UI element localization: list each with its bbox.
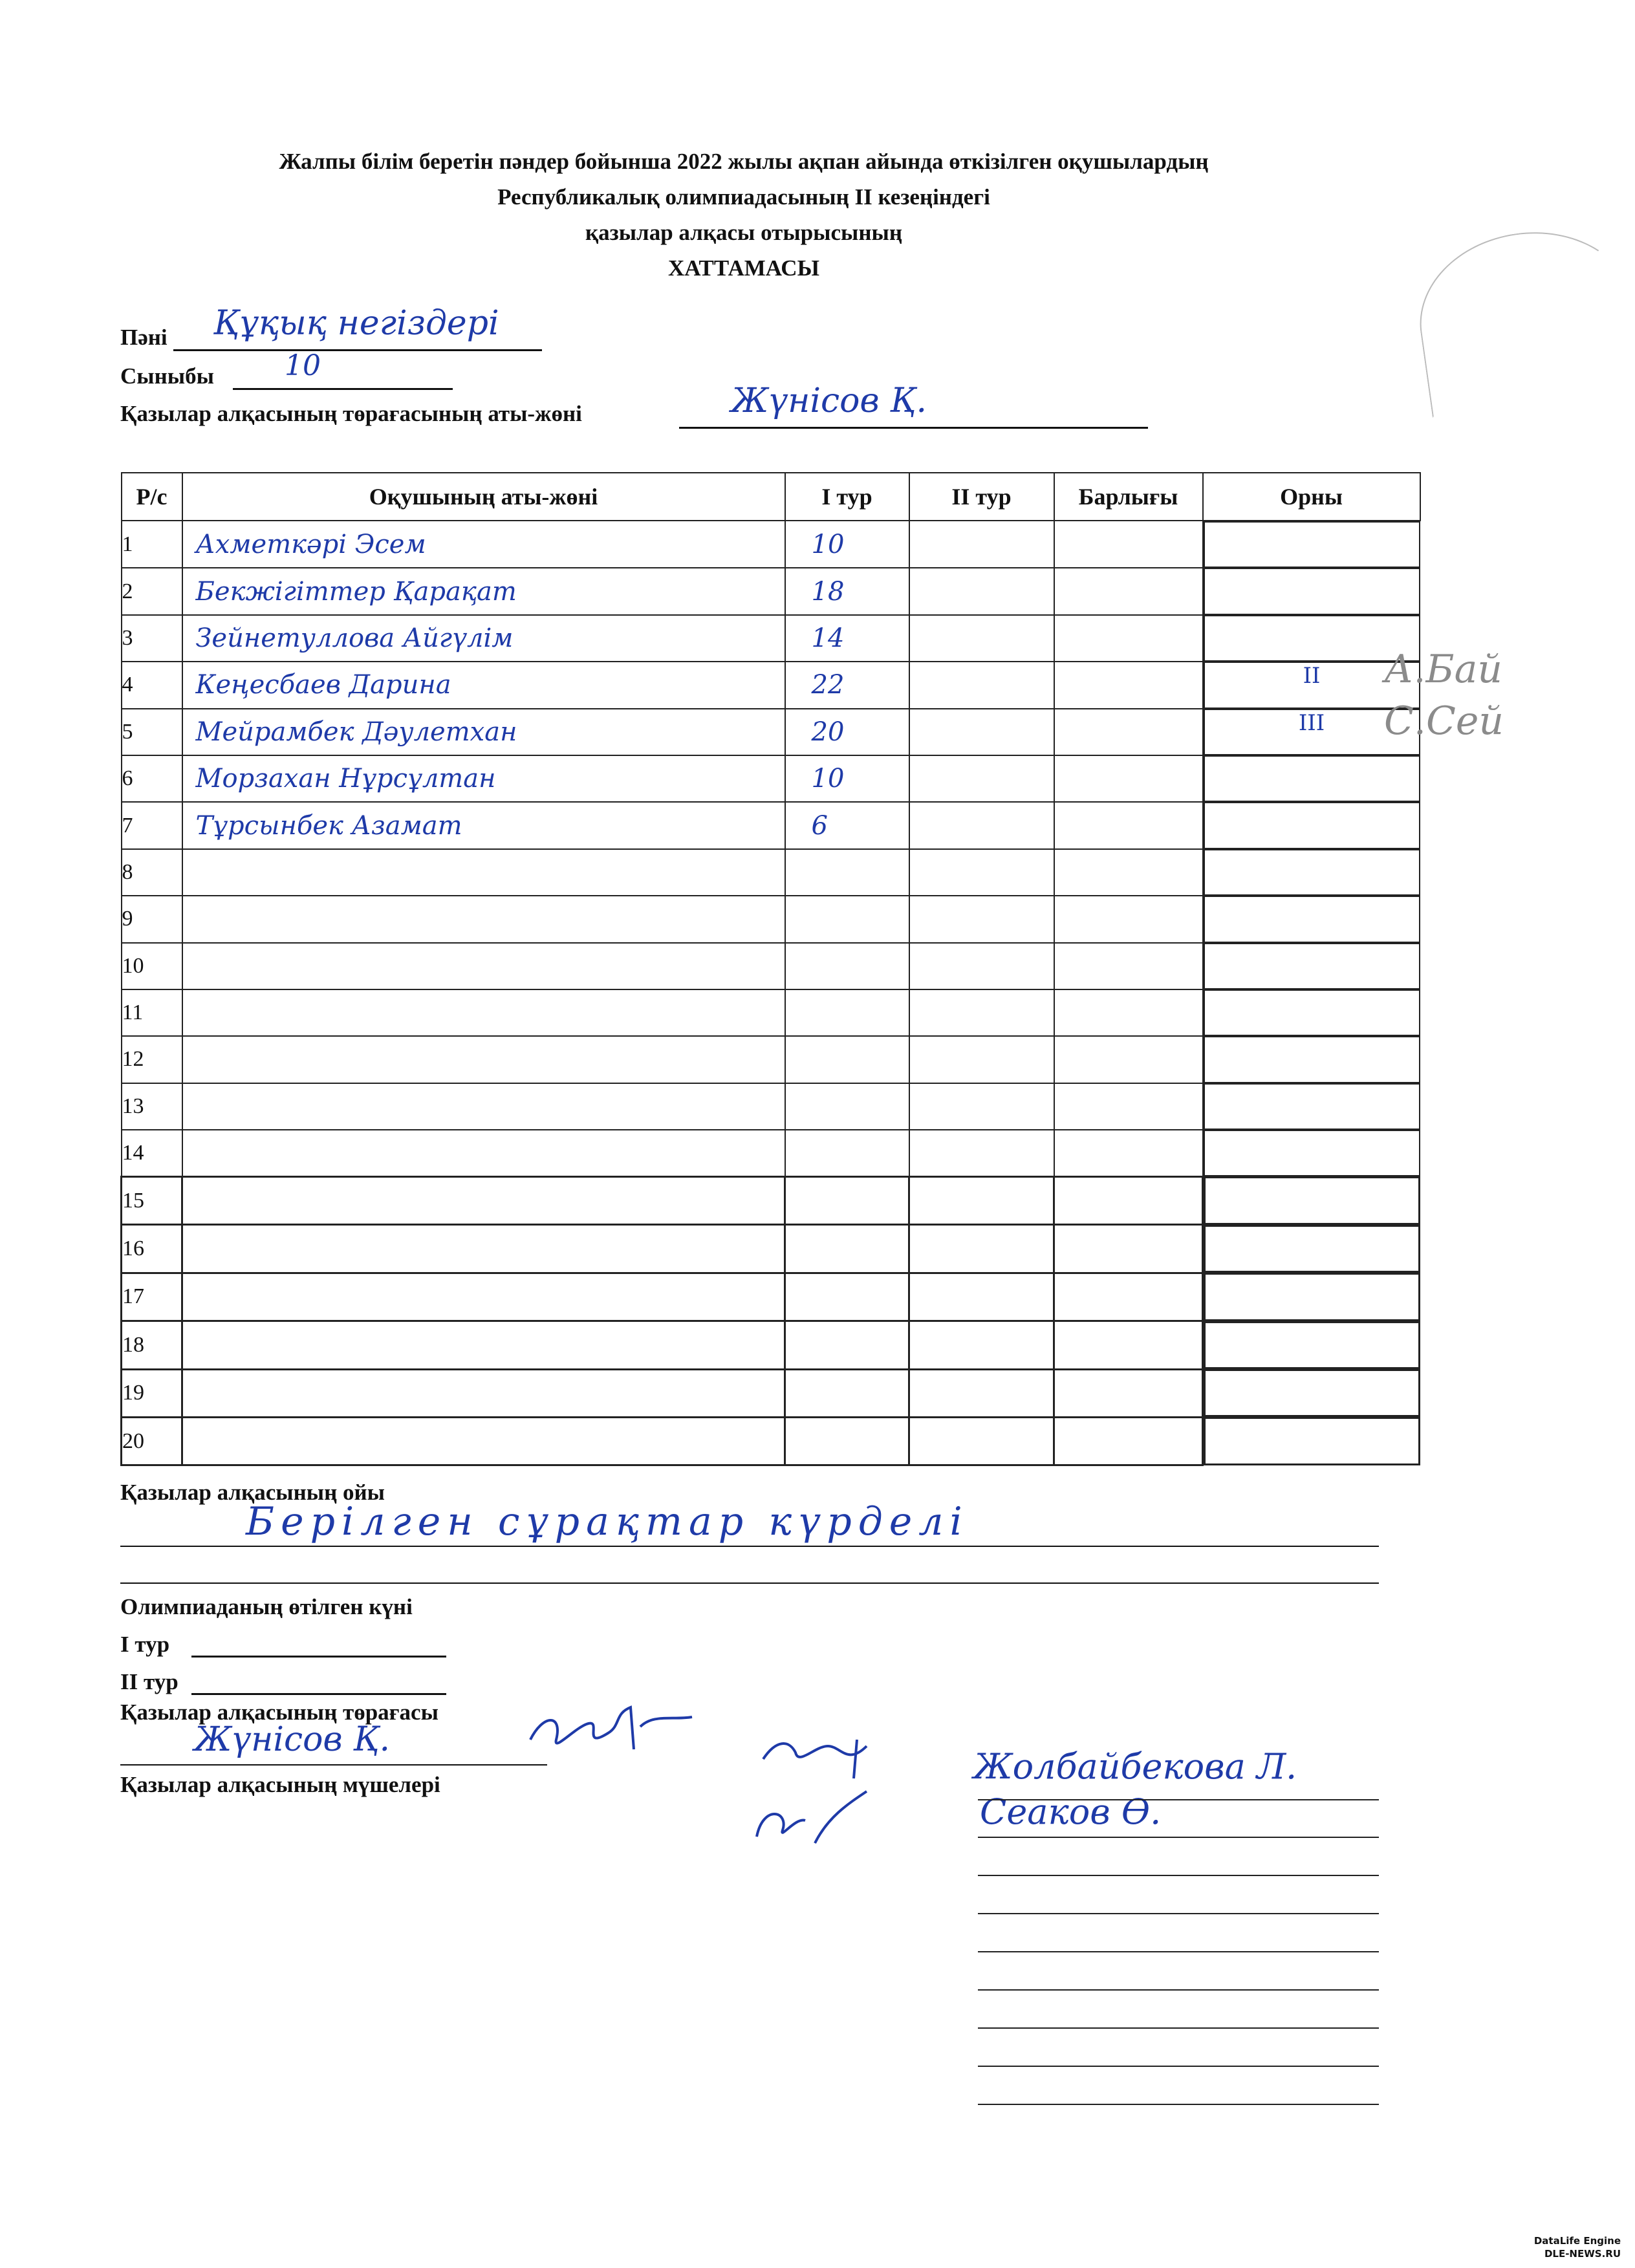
cell-total-score: [1054, 1417, 1203, 1465]
tour-1-score-text: 10: [811, 529, 845, 559]
cell-row-number: 13: [122, 1083, 182, 1130]
member-signature-icon: [744, 1714, 893, 1863]
cell-place: [1204, 1273, 1420, 1321]
dates-label: Олимпиаданың өтілген күні: [120, 1594, 413, 1619]
table-row: [122, 1321, 1420, 1369]
cell-student-name: [182, 1130, 785, 1176]
cell-total-score: [1054, 1369, 1203, 1417]
chair-label: Қазылар алқасының төрағасы: [120, 1700, 439, 1725]
member-2-name: Сеаков Ө.: [980, 1791, 1162, 1832]
footer-watermark: [1534, 2234, 1621, 2260]
cell-row-number: 10: [122, 943, 182, 989]
footer-line-2: DLE-NEWS.RU: [1544, 2248, 1621, 2260]
member-line-3: [978, 1875, 1379, 1876]
cell-tour-2-score: [909, 1036, 1054, 1083]
cell-row-number: 19: [122, 1369, 182, 1417]
member-line-5: [978, 1951, 1379, 1952]
cell-total-score: [1054, 943, 1203, 989]
cell-tour-1-score: [785, 989, 909, 1036]
opinion-label: Қазылар алқасының ойы: [120, 1480, 385, 1505]
student-name-text: Мейрамбек Дәулетхан: [195, 717, 517, 747]
cell-tour-2-score: [909, 1321, 1054, 1369]
cell-student-name: [182, 1273, 785, 1321]
cell-tour-2-score: [909, 1176, 1054, 1224]
table-row: [122, 709, 1420, 755]
cell-total-score: [1054, 521, 1203, 568]
table-row: [122, 896, 1420, 942]
doc-title-line-2: Республикалық олимпиадасының II кезеңіндегі: [497, 184, 990, 210]
table-row: [122, 1225, 1420, 1273]
cell-tour-2-score: [909, 1417, 1054, 1465]
col-header-number: Р/с: [122, 473, 182, 521]
place-text: III: [1298, 709, 1325, 736]
cell-tour-2-score: [909, 521, 1054, 568]
member-line-4: [978, 1913, 1379, 1914]
cell-tour-1-score: [785, 1273, 909, 1321]
table-row: [122, 662, 1420, 708]
cell-tour-1-score: [785, 1176, 909, 1224]
subject-value: Құқық негіздері: [213, 304, 499, 343]
cell-tour-1-score: [785, 709, 909, 755]
cell-row-number: 18: [122, 1321, 182, 1369]
cell-tour-1-score: [785, 521, 909, 568]
cell-student-name: [182, 802, 785, 848]
tour-1-score-text: 10: [811, 764, 845, 794]
cell-place: [1204, 989, 1420, 1036]
cell-student-name: [182, 662, 785, 708]
table-row: [122, 849, 1420, 896]
cell-row-number: 2: [122, 568, 182, 614]
table-row: [122, 1417, 1420, 1465]
student-name-text: Бекжігіттер Қарақат: [195, 576, 517, 607]
cell-place: [1204, 896, 1420, 942]
cell-row-number: 6: [122, 755, 182, 802]
footer-line-1: DataLife Engine: [1533, 2235, 1621, 2247]
cell-tour-2-score: [909, 802, 1054, 848]
cell-tour-2-score: [909, 709, 1054, 755]
cell-place: [1204, 1130, 1420, 1176]
cell-student-name: [182, 849, 785, 896]
cell-tour-1-score: [785, 1036, 909, 1083]
cell-place: [1204, 755, 1420, 802]
cell-tour-1-score: [785, 1417, 909, 1465]
cell-place: [1204, 1369, 1420, 1417]
cell-tour-1-score: [785, 1225, 909, 1273]
results-table: [120, 472, 1421, 1466]
cell-total-score: [1054, 755, 1203, 802]
cell-place: [1204, 1083, 1420, 1130]
cell-place: [1204, 1036, 1420, 1083]
cell-row-number: 3: [122, 615, 182, 662]
doc-title-line-4: ХАТТАМАСЫ: [668, 255, 819, 281]
cell-student-name: [182, 1083, 785, 1130]
cell-total-score: [1054, 1176, 1203, 1224]
cell-row-number: 7: [122, 802, 182, 848]
cell-tour-2-score: [909, 755, 1054, 802]
cell-total-score: [1054, 1321, 1203, 1369]
cell-tour-2-score: [909, 568, 1054, 614]
cell-student-name: [182, 521, 785, 568]
cell-row-number: 9: [122, 896, 182, 942]
student-name-text: Морзахан Нұрсұлтан: [195, 764, 496, 794]
col-header-total: Барлығы: [1054, 473, 1203, 521]
tour2-date-line: [191, 1693, 446, 1695]
table-row: [122, 755, 1420, 802]
cell-place: [1204, 802, 1420, 848]
table-row: [122, 1036, 1420, 1083]
cell-tour-1-score: [785, 1130, 909, 1176]
cell-place: [1204, 1225, 1420, 1273]
table-row: [122, 1176, 1420, 1224]
cell-place: [1204, 521, 1420, 568]
cell-total-score: [1054, 709, 1203, 755]
table-row: [122, 1130, 1420, 1176]
cell-tour-1-score: [785, 943, 909, 989]
cell-row-number: 12: [122, 1036, 182, 1083]
cell-student-name: [182, 615, 785, 662]
opinion-line-1: [120, 1546, 1379, 1547]
cell-student-name: [182, 943, 785, 989]
cell-tour-1-score: [785, 662, 909, 708]
cell-place: [1204, 943, 1420, 989]
col-header-student-name: Оқушының аты-жөні: [182, 473, 785, 521]
grade-value: 10: [285, 349, 321, 382]
col-header-tour-1: I тур: [785, 473, 909, 521]
cell-total-score: [1054, 989, 1203, 1036]
stamp-arc-icon: [1409, 219, 1635, 418]
table-header-row: [122, 473, 1420, 521]
cell-row-number: 20: [122, 1417, 182, 1465]
cell-student-name: [182, 755, 785, 802]
cell-tour-1-score: [785, 1369, 909, 1417]
table-row: [122, 1369, 1420, 1417]
cell-tour-2-score: [909, 943, 1054, 989]
student-name-text: Ахметкәрі Эсем: [195, 529, 426, 559]
cell-tour-2-score: [909, 1083, 1054, 1130]
member-line-8: [978, 2066, 1379, 2067]
member-line-2: [978, 1837, 1379, 1838]
cell-student-name: [182, 709, 785, 755]
cell-student-name: [182, 1176, 785, 1224]
student-name-text: Кеңесбаев Дарина: [195, 670, 451, 700]
cell-total-score: [1054, 615, 1203, 662]
cell-total-score: [1054, 802, 1203, 848]
cell-tour-2-score: [909, 1273, 1054, 1321]
tour1-date-line: [191, 1656, 446, 1658]
members-label: Қазылар алқасының мүшелері: [120, 1772, 440, 1797]
cell-total-score: [1054, 896, 1203, 942]
cell-student-name: [182, 1036, 785, 1083]
cell-total-score: [1054, 1273, 1203, 1321]
member-line-7: [978, 2027, 1379, 2029]
cell-total-score: [1054, 849, 1203, 896]
chair-sign-name: Жүнісов Қ.: [194, 1720, 390, 1759]
col-header-tour-2: II тур: [909, 473, 1054, 521]
student-name-text: Тұрсынбек Азамат: [195, 810, 462, 841]
col-header-place: Орны: [1203, 473, 1420, 521]
chair-name-value: Жүнісов Қ.: [731, 382, 927, 420]
cell-row-number: 16: [122, 1225, 182, 1273]
cell-tour-2-score: [909, 1369, 1054, 1417]
tour-1-score-text: 22: [811, 670, 845, 700]
tour-1-score-text: 20: [811, 717, 845, 747]
student-name-text: Зейнетуллова Айгүлім: [195, 623, 514, 653]
member-1-name: Жолбайбекова Л.: [973, 1746, 1297, 1787]
table-row: [122, 1273, 1420, 1321]
cell-student-name: [182, 896, 785, 942]
doc-title-line-3: қазылар алқасы отырысының: [585, 220, 902, 245]
subject-line: [173, 349, 542, 351]
cell-row-number: 8: [122, 849, 182, 896]
cell-row-number: 15: [122, 1176, 182, 1224]
cell-student-name: [182, 1321, 785, 1369]
member-line-1: [978, 1799, 1379, 1800]
cell-student-name: [182, 568, 785, 614]
table-row: [122, 1083, 1420, 1130]
tour-1-score-text: 18: [811, 576, 845, 607]
place-text: II: [1303, 663, 1321, 689]
table-row: [122, 943, 1420, 989]
chair-name-line: [679, 427, 1148, 429]
doc-title-line-1: Жалпы білім беретін пәндер бойынша 2022 жылы ақпан айында өткізілген оқушылардың: [279, 149, 1209, 174]
cell-tour-2-score: [909, 989, 1054, 1036]
cell-row-number: 5: [122, 709, 182, 755]
cell-tour-1-score: [785, 802, 909, 848]
opinion-value: Берілген сұрақтар күрделі: [246, 1499, 969, 1544]
cell-tour-2-score: [909, 896, 1054, 942]
cell-tour-2-score: [909, 849, 1054, 896]
cell-tour-1-score: [785, 896, 909, 942]
tour-1-score-text: 6: [811, 810, 828, 841]
margin-note-1: А.Бай: [1384, 647, 1503, 692]
grade-label: Сыныбы: [120, 363, 214, 389]
cell-tour-1-score: [785, 615, 909, 662]
cell-tour-1-score: [785, 755, 909, 802]
cell-place: [1204, 1321, 1420, 1369]
cell-tour-1-score: [785, 1083, 909, 1130]
cell-tour-2-score: [909, 1225, 1054, 1273]
cell-place: [1204, 849, 1420, 896]
cell-tour-2-score: [909, 615, 1054, 662]
cell-student-name: [182, 1225, 785, 1273]
cell-row-number: 14: [122, 1130, 182, 1176]
table-row: [122, 989, 1420, 1036]
tour1-date-label: I тур: [120, 1632, 170, 1657]
chair-name-label: Қазылар алқасының төрағасының аты-жөні: [120, 401, 582, 426]
cell-tour-2-score: [909, 1130, 1054, 1176]
cell-tour-2-score: [909, 662, 1054, 708]
tour-1-score-text: 14: [811, 623, 845, 653]
cell-student-name: [182, 989, 785, 1036]
table-row: [122, 615, 1420, 662]
cell-student-name: [182, 1369, 785, 1417]
table-row: [122, 521, 1420, 568]
cell-tour-1-score: [785, 1321, 909, 1369]
cell-total-score: [1054, 1225, 1203, 1273]
table-row: [122, 568, 1420, 614]
grade-line: [233, 388, 453, 390]
cell-total-score: [1054, 662, 1203, 708]
cell-total-score: [1054, 1036, 1203, 1083]
cell-student-name: [182, 1417, 785, 1465]
cell-total-score: [1054, 1130, 1203, 1176]
cell-row-number: 11: [122, 989, 182, 1036]
cell-place: [1204, 1417, 1420, 1465]
cell-place: [1204, 1176, 1420, 1224]
cell-total-score: [1054, 1083, 1203, 1130]
cell-row-number: 4: [122, 662, 182, 708]
tour2-date-label: II тур: [120, 1669, 179, 1694]
cell-tour-1-score: [785, 568, 909, 614]
cell-total-score: [1054, 568, 1203, 614]
subject-label: Пәні: [120, 325, 168, 350]
chair-sign-line: [120, 1764, 547, 1766]
member-line-9: [978, 2104, 1379, 2105]
member-line-6: [978, 1989, 1379, 1991]
table-row: [122, 802, 1420, 848]
opinion-line-2: [120, 1582, 1379, 1584]
cell-row-number: 1: [122, 521, 182, 568]
chair-signature-icon: [517, 1688, 698, 1772]
cell-place: [1204, 568, 1420, 614]
margin-note-2: С.Сей: [1384, 698, 1504, 744]
cell-row-number: 17: [122, 1273, 182, 1321]
cell-tour-1-score: [785, 849, 909, 896]
